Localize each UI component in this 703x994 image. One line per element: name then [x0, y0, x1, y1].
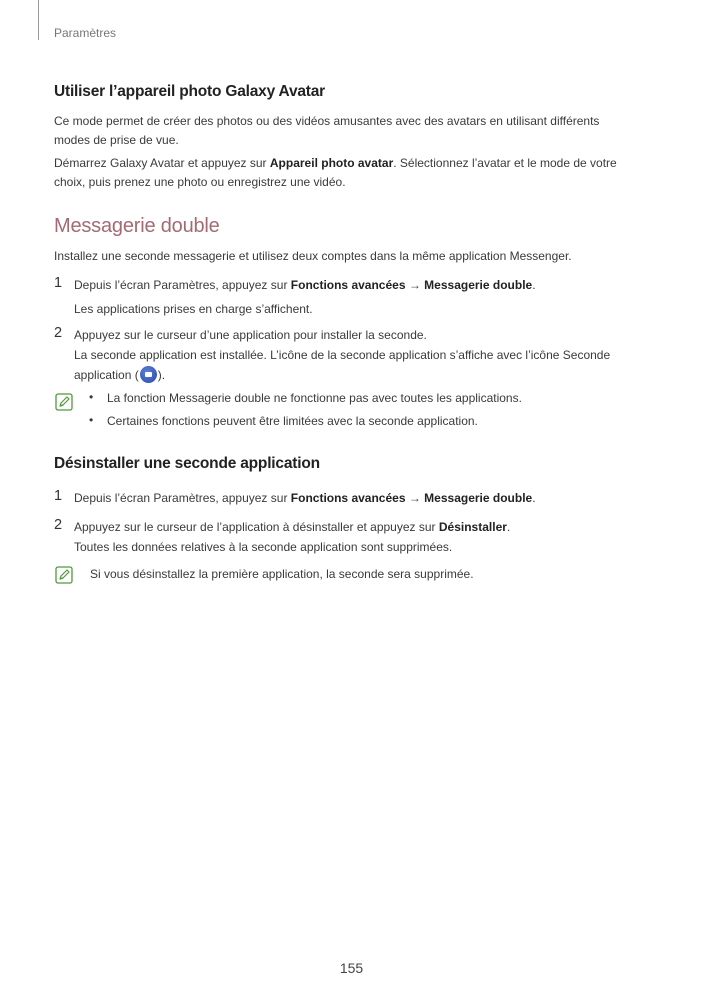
bullet: •	[89, 413, 94, 427]
dual-step-2: Appuyez sur le curseur d’une application pour installer la seconde.	[74, 328, 427, 342]
dual-step-1: Depuis l’écran Paramètres, appuyez sur Fonctions avancées → Messagerie double.	[74, 278, 536, 292]
note-icon	[55, 393, 73, 411]
section-header: Paramètres	[54, 26, 117, 40]
bullet: •	[89, 390, 94, 404]
step-number: 1	[54, 488, 63, 504]
dual-step-1-result: Les applications prises en charge s’affichent.	[74, 302, 313, 316]
uninstall-step-2: Appuyez sur le curseur de l’application à désinstaller et appuyez sur Désinstaller.	[74, 520, 511, 534]
uninstall-note: Si vous désinstallez la première application, la seconde sera supprimée.	[90, 567, 474, 581]
camera-avatar-term: Appareil photo avatar	[269, 156, 394, 170]
avatar-heading: Utiliser l’appareil photo Galaxy Avatar	[54, 83, 326, 100]
dual-step-2-result: La seconde application est installée. L’icône de la seconde application s’affiche avec l’icône Seconde application ( ).	[74, 348, 611, 382]
step-number: 2	[54, 517, 63, 533]
uninstall-heading: Désinstaller une seconde application	[54, 455, 320, 472]
note-item: Certaines fonctions peuvent être limitées avec la seconde application.	[107, 414, 478, 428]
dual-messenger-intro: Installez une seconde messagerie et utilisez deux comptes dans la même application Messenger.	[54, 249, 572, 263]
uninstall-step-2-result: Toutes les données relatives à la seconde application sont supprimées.	[74, 540, 453, 554]
header-divider	[38, 0, 39, 40]
dual-app-icon	[140, 366, 157, 383]
note-item: La fonction Messagerie double ne fonctionne pas avec toutes les applications.	[107, 391, 522, 405]
avatar-paragraph-1: Ce mode permet de créer des photos ou des vidéos amusantes avec des avatars en utilisant différents modes de prise de vue.	[54, 114, 600, 147]
step-number: 2	[54, 325, 63, 341]
page-number: 155	[339, 960, 364, 976]
uninstall-step-1: Depuis l’écran Paramètres, appuyez sur Fonctions avancées → Messagerie double.	[74, 491, 536, 505]
step-number: 1	[54, 275, 63, 291]
dual-messenger-heading: Messagerie double	[54, 215, 220, 237]
note-icon	[55, 566, 73, 584]
avatar-paragraph-2: Démarrez Galaxy Avatar et appuyez sur Appareil photo avatar. Sélectionnez l’avatar et le mode de votre choix, puis prenez une photo ou enregistrez une vidéo.	[54, 156, 617, 189]
